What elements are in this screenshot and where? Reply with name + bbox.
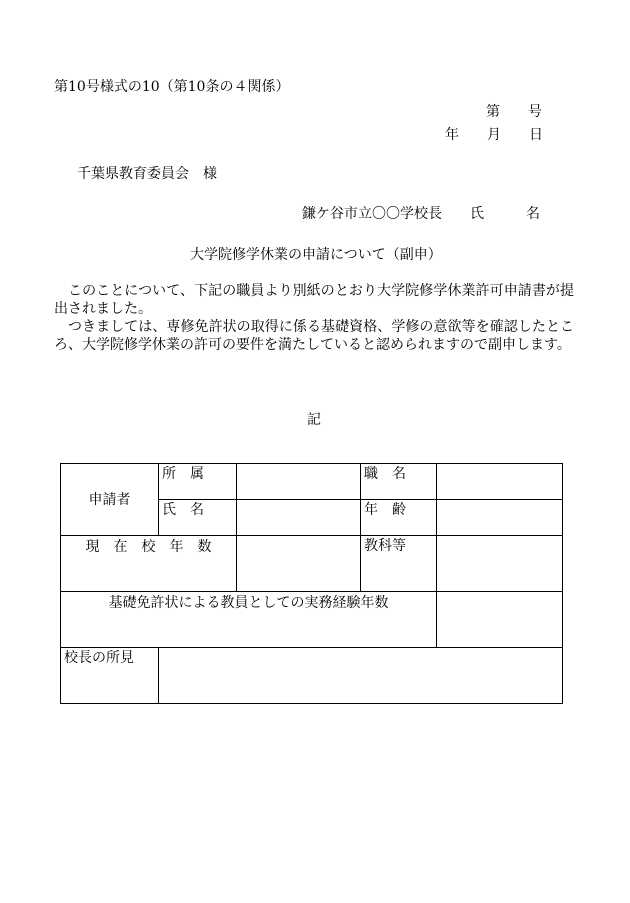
addressee: 千葉県教育委員会 様 — [77, 166, 217, 182]
experience-years-value — [437, 592, 563, 648]
body-paragraph-1: このことについて、下記の職員より別紙のとおり大学院修学休業許可申請書が提出されました。 — [54, 283, 574, 317]
age-value — [437, 500, 563, 536]
affiliation-value — [237, 464, 361, 500]
position-label: 職 名 — [361, 464, 437, 500]
name-value — [237, 500, 361, 536]
subject-area-label: 教科等 — [361, 536, 437, 592]
years-at-school-label: 現 在 校 年 数 — [61, 536, 237, 592]
application-table — [60, 463, 563, 704]
name-label: 氏 名 — [159, 500, 237, 536]
body-paragraph-2: つきましては、専修免許状の取得に係る基礎資格、学修の意欲等を確認したところ、大学院修学休業の許可の要件を満たしていると認められますので副申します。 — [54, 319, 574, 353]
experience-years-label: 基礎免許状による教員としての実務経験年数 — [61, 592, 437, 648]
subject-area-value — [437, 536, 563, 592]
principal-opinion-label: 校長の所見 — [61, 648, 159, 704]
age-label: 年 齢 — [361, 500, 437, 536]
position-value — [437, 464, 563, 500]
form-number: 第10号様式の10（第10条の４関係） — [54, 79, 290, 95]
principal-opinion-value — [159, 648, 563, 704]
document-number: 第 号 — [486, 104, 542, 120]
years-at-school-value — [237, 536, 361, 592]
document-date: 年 月 日 — [445, 127, 543, 143]
sender: 鎌ケ谷市立〇〇学校長 氏 名 — [302, 206, 540, 222]
ki-heading: 記 — [307, 412, 321, 428]
document-subject: 大学院修学休業の申請について（副申） — [190, 247, 442, 263]
affiliation-label: 所 属 — [159, 464, 237, 500]
applicant-label: 申請者 — [61, 464, 159, 536]
